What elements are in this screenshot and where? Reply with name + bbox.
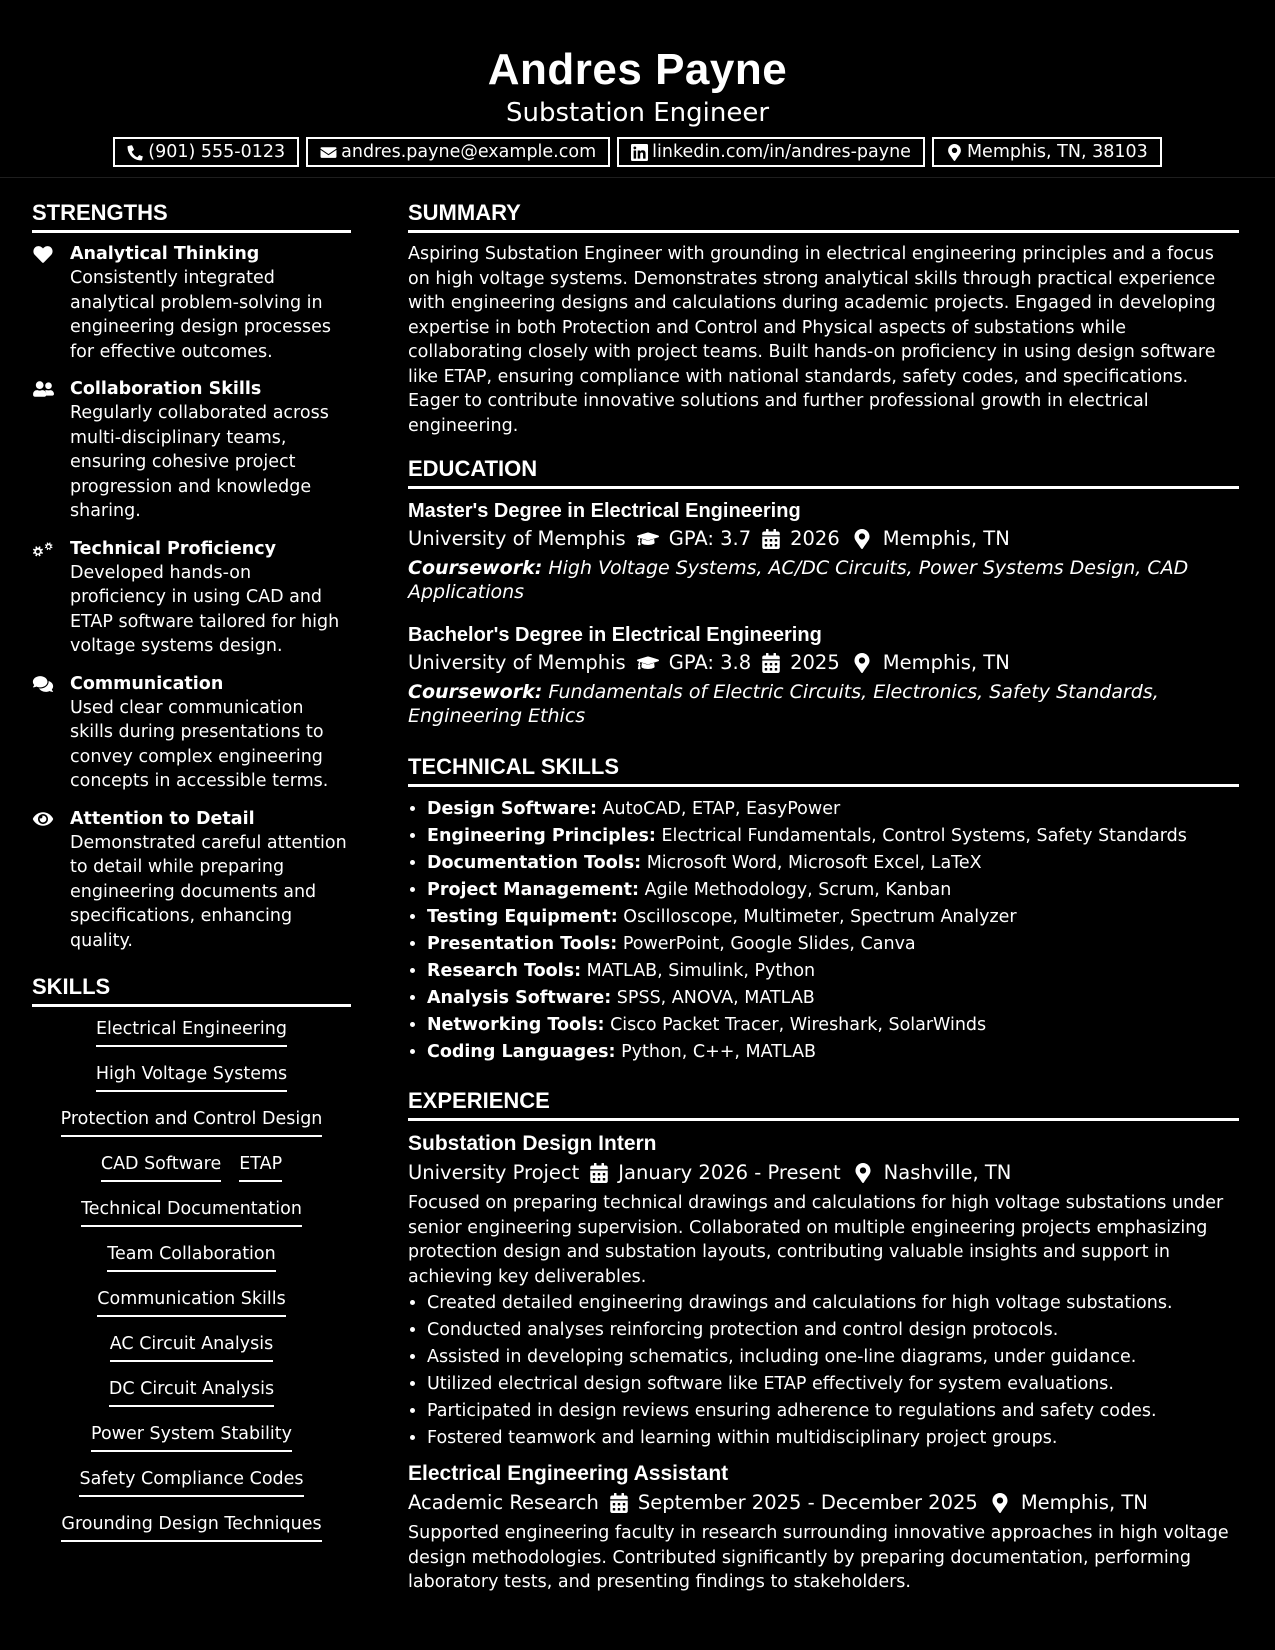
job-meta [408,1158,1239,1188]
list-item: • Fostered teamwork and learning within multidisciplinary project groups. [427,1425,1239,1452]
calendar-icon [610,1493,628,1513]
job-org: Academic Research [408,1491,599,1514]
email-text: andres.payne@example.com [341,142,597,162]
contact-bar [0,137,1275,167]
list-item: • Created detailed engineering drawings and calculations for high voltage substations. [427,1290,1239,1317]
skill-tag: ETAP [239,1152,282,1182]
coursework-label: Coursework: [408,557,543,579]
skill-tag: Protection and Control Design [61,1107,323,1137]
skill-tag: Power System Stability [91,1422,292,1452]
job-dates: January 2026 - Present [618,1161,841,1184]
comments-icon [32,675,54,693]
map-marker-icon [989,1493,1011,1513]
year-text: 2026 [790,527,840,550]
list-item [427,850,1239,877]
skill-values: Microsoft Word, Microsoft Excel, LaTeX [641,853,982,873]
strength-title: Analytical Thinking [70,244,260,264]
edu-location: Memphis, TN [882,651,1010,674]
skill-values: Agile Methodology, Scrum, Kanban [639,880,952,900]
list-item [427,823,1239,850]
contact-email[interactable] [306,137,610,167]
skill-category: Engineering Principles: [427,826,656,846]
job-org: University Project [408,1161,580,1184]
skill-tag: Team Collaboration [107,1242,275,1272]
strength-item [32,807,351,954]
strength-title: Attention to Detail [70,808,255,829]
list-item [427,904,1239,931]
experience-entry [408,1460,1239,1595]
skill-tag: CAD Software [101,1152,221,1182]
calendar-icon [590,1163,608,1183]
list-item: • Participated in design reviews ensuring adherence to regulations and safety codes. [427,1398,1239,1425]
job-title: Electrical Engineering Assistant [408,1462,729,1485]
skill-category: Presentation Tools: [427,934,618,954]
strength-item [32,377,351,524]
strength-item [32,672,351,794]
skill-values: Cisco Packet Tracer, Wireshark, SolarWinds [604,1015,987,1035]
calendar-icon [762,529,780,549]
coursework-label: Coursework: [408,681,543,703]
contact-linkedin[interactable] [617,137,925,167]
education-meta [408,524,1239,554]
skill-values: Oscilloscope, Multimeter, Spectrum Analyzer [617,907,1017,927]
list-item: • Conducted analyses reinforcing protection and control design protocols. [427,1317,1239,1344]
candidate-title: Substation Engineer [505,98,770,128]
coursework-text: High Voltage Systems, AC/DC Circuits, Power Systems Design, CAD Applications [408,557,1189,603]
coursework [408,556,1239,604]
skill-tag: Grounding Design Techniques [61,1512,321,1542]
list-item [427,958,1239,985]
list-item [427,1039,1239,1066]
skill-tag: Technical Documentation [81,1197,302,1227]
job-location: Nashville, TN [883,1161,1012,1184]
job-description: Focused on preparing technical drawings and calculations for high voltage substations under senior engineering supervision. Collaborated on multiple engineering projects emphasizing protection design and substation layouts, contributing valuable insights and support in achieving key deliverables. [408,1193,1224,1287]
job-meta [408,1488,1239,1518]
strength-item [32,537,351,659]
contact-phone[interactable] [113,137,299,167]
education-meta [408,648,1239,678]
skill-category: Networking Tools: [427,1015,605,1035]
list-item [427,931,1239,958]
strength-item [32,242,351,364]
coursework-text: Fundamentals of Electric Circuits, Electronics, Safety Standards, Engineering Ethics [408,681,1159,727]
edu-location: Memphis, TN [882,527,1010,550]
skills-list [32,1017,351,1547]
map-marker-icon [946,144,963,161]
map-marker-icon [851,653,873,673]
experience-entry [408,1130,1239,1452]
job-title: Substation Design Intern [408,1132,657,1155]
list-item: • Assisted in developing schematics, including one-line diagrams, under guidance. [427,1344,1239,1371]
education-heading: EDUCATION [408,454,1239,489]
map-marker-icon [852,1163,874,1183]
job-description: Supported engineering faculty in research surrounding innovative approaches in high voltage design methodologies. Contributed significantly by preparing documentation, performing laboratory tests, and presenting findings to stakeholders. [408,1523,1229,1592]
job-location: Memphis, TN [1020,1491,1148,1514]
education-entry [408,622,1239,728]
list-item [427,1012,1239,1039]
list-item [427,796,1239,823]
skill-category: Documentation Tools: [427,853,642,873]
skill-values: PowerPoint, Google Slides, Canva [617,934,916,954]
skill-tag: Communication Skills [97,1287,285,1317]
strength-desc: Developed hands-on proficiency in using CAD and ETAP software tailored for high voltage systems design. [70,562,340,656]
skill-values: MATLAB, Simulink, Python [581,961,816,981]
location-text: Memphis, TN, 38103 [966,142,1148,162]
summary-text: Aspiring Substation Engineer with grounding in electrical engineering principles and a focus on high voltage systems. Demonstrates strong analytical skills through practical experience with engineering designs and calculations during academic projects. Engaged in developing expertise in both Protection and Control and Physical aspects of substations while collaborating closely with project teams. Built hands-on proficiency in using design software like ETAP, ensuring compliance with national standards, safety codes, and specifications. Eager to contribute innovative solutions and further professional growth in electrical engineering. [408,244,1216,436]
job-bullets [408,1290,1239,1452]
resume-header [0,0,1275,178]
right-column [408,198,1239,1595]
technical-skills-heading: TECHNICAL SKILLS [408,752,1239,787]
strength-desc: Used clear communication skills during presentations to convey complex engineering concepts in accessible terms. [70,697,329,791]
graduation-cap-icon [637,653,659,673]
strength-title: Collaboration Skills [70,379,262,399]
graduation-cap-icon [637,529,659,549]
linkedin-text: linkedin.com/in/andres-payne [652,142,911,162]
strengths-heading: STRENGTHS [32,198,351,233]
gpa-text: GPA: 3.8 [668,651,752,674]
left-column [32,198,351,1547]
phone-text: (901) 555-0123 [148,142,286,162]
skill-category: Testing Equipment: [427,907,618,927]
skill-values: Electrical Fundamentals, Control Systems, Safety Standards [655,826,1187,846]
skill-values: Python, C++, MATLAB [615,1042,817,1062]
skills-heading: SKILLS [32,972,351,1007]
experience-heading: EXPERIENCE [408,1086,1239,1121]
year-text: 2025 [790,651,840,674]
calendar-icon [762,653,780,673]
skill-tag: Electrical Engineering [96,1017,287,1047]
linkedin-icon [631,144,648,161]
strength-title: Communication [70,673,224,694]
skill-values: SPSS, ANOVA, MATLAB [611,988,815,1008]
strength-desc: Demonstrated careful attention to detail while preparing engineering documents and specifications, enhancing quality. [70,832,347,951]
contact-location[interactable] [932,137,1162,167]
map-marker-icon [851,529,873,549]
phone-icon [127,144,144,161]
skill-tag: High Voltage Systems [96,1062,287,1092]
strength-desc: Regularly collaborated across multi-disciplinary teams, ensuring cohesive project progression and knowledge sharing. [70,403,329,521]
degree-title: Bachelor's Degree in Electrical Engineering [408,624,822,646]
strength-desc: Consistently integrated analytical problem-solving in engineering design processes for effective outcomes. [70,268,332,362]
users-icon [32,380,54,398]
gpa-text: GPA: 3.7 [668,527,752,550]
skill-category: Analysis Software: [427,988,612,1008]
degree-title: Master's Degree in Electrical Engineering [408,500,801,522]
skill-tag: DC Circuit Analysis [109,1377,274,1407]
education-entry [408,498,1239,604]
list-item [427,877,1239,904]
school-name: University of Memphis [408,651,626,674]
cogs-icon [32,540,54,558]
skill-category: Coding Languages: [427,1042,616,1062]
skill-tag: Safety Compliance Codes [79,1467,303,1497]
candidate-name: Andres Payne [487,45,788,94]
skill-category: Design Software: [427,799,597,819]
school-name: University of Memphis [408,527,626,550]
summary-heading: SUMMARY [408,198,1239,233]
eye-icon [32,810,54,828]
list-item: • Utilized electrical design software like ETAP effectively for system evaluations. [427,1371,1239,1398]
skill-tag: AC Circuit Analysis [110,1332,273,1362]
job-dates: September 2025 - December 2025 [637,1491,978,1514]
technical-skills-list [408,796,1239,1066]
skill-values: AutoCAD, ETAP, EasyPower [596,799,841,819]
coursework [408,680,1239,728]
skill-category: Research Tools: [427,961,582,981]
skill-category: Project Management: [427,880,639,900]
heart-icon [32,245,54,263]
list-item [427,985,1239,1012]
strength-title: Technical Proficiency [70,538,276,559]
envelope-icon [320,144,337,161]
